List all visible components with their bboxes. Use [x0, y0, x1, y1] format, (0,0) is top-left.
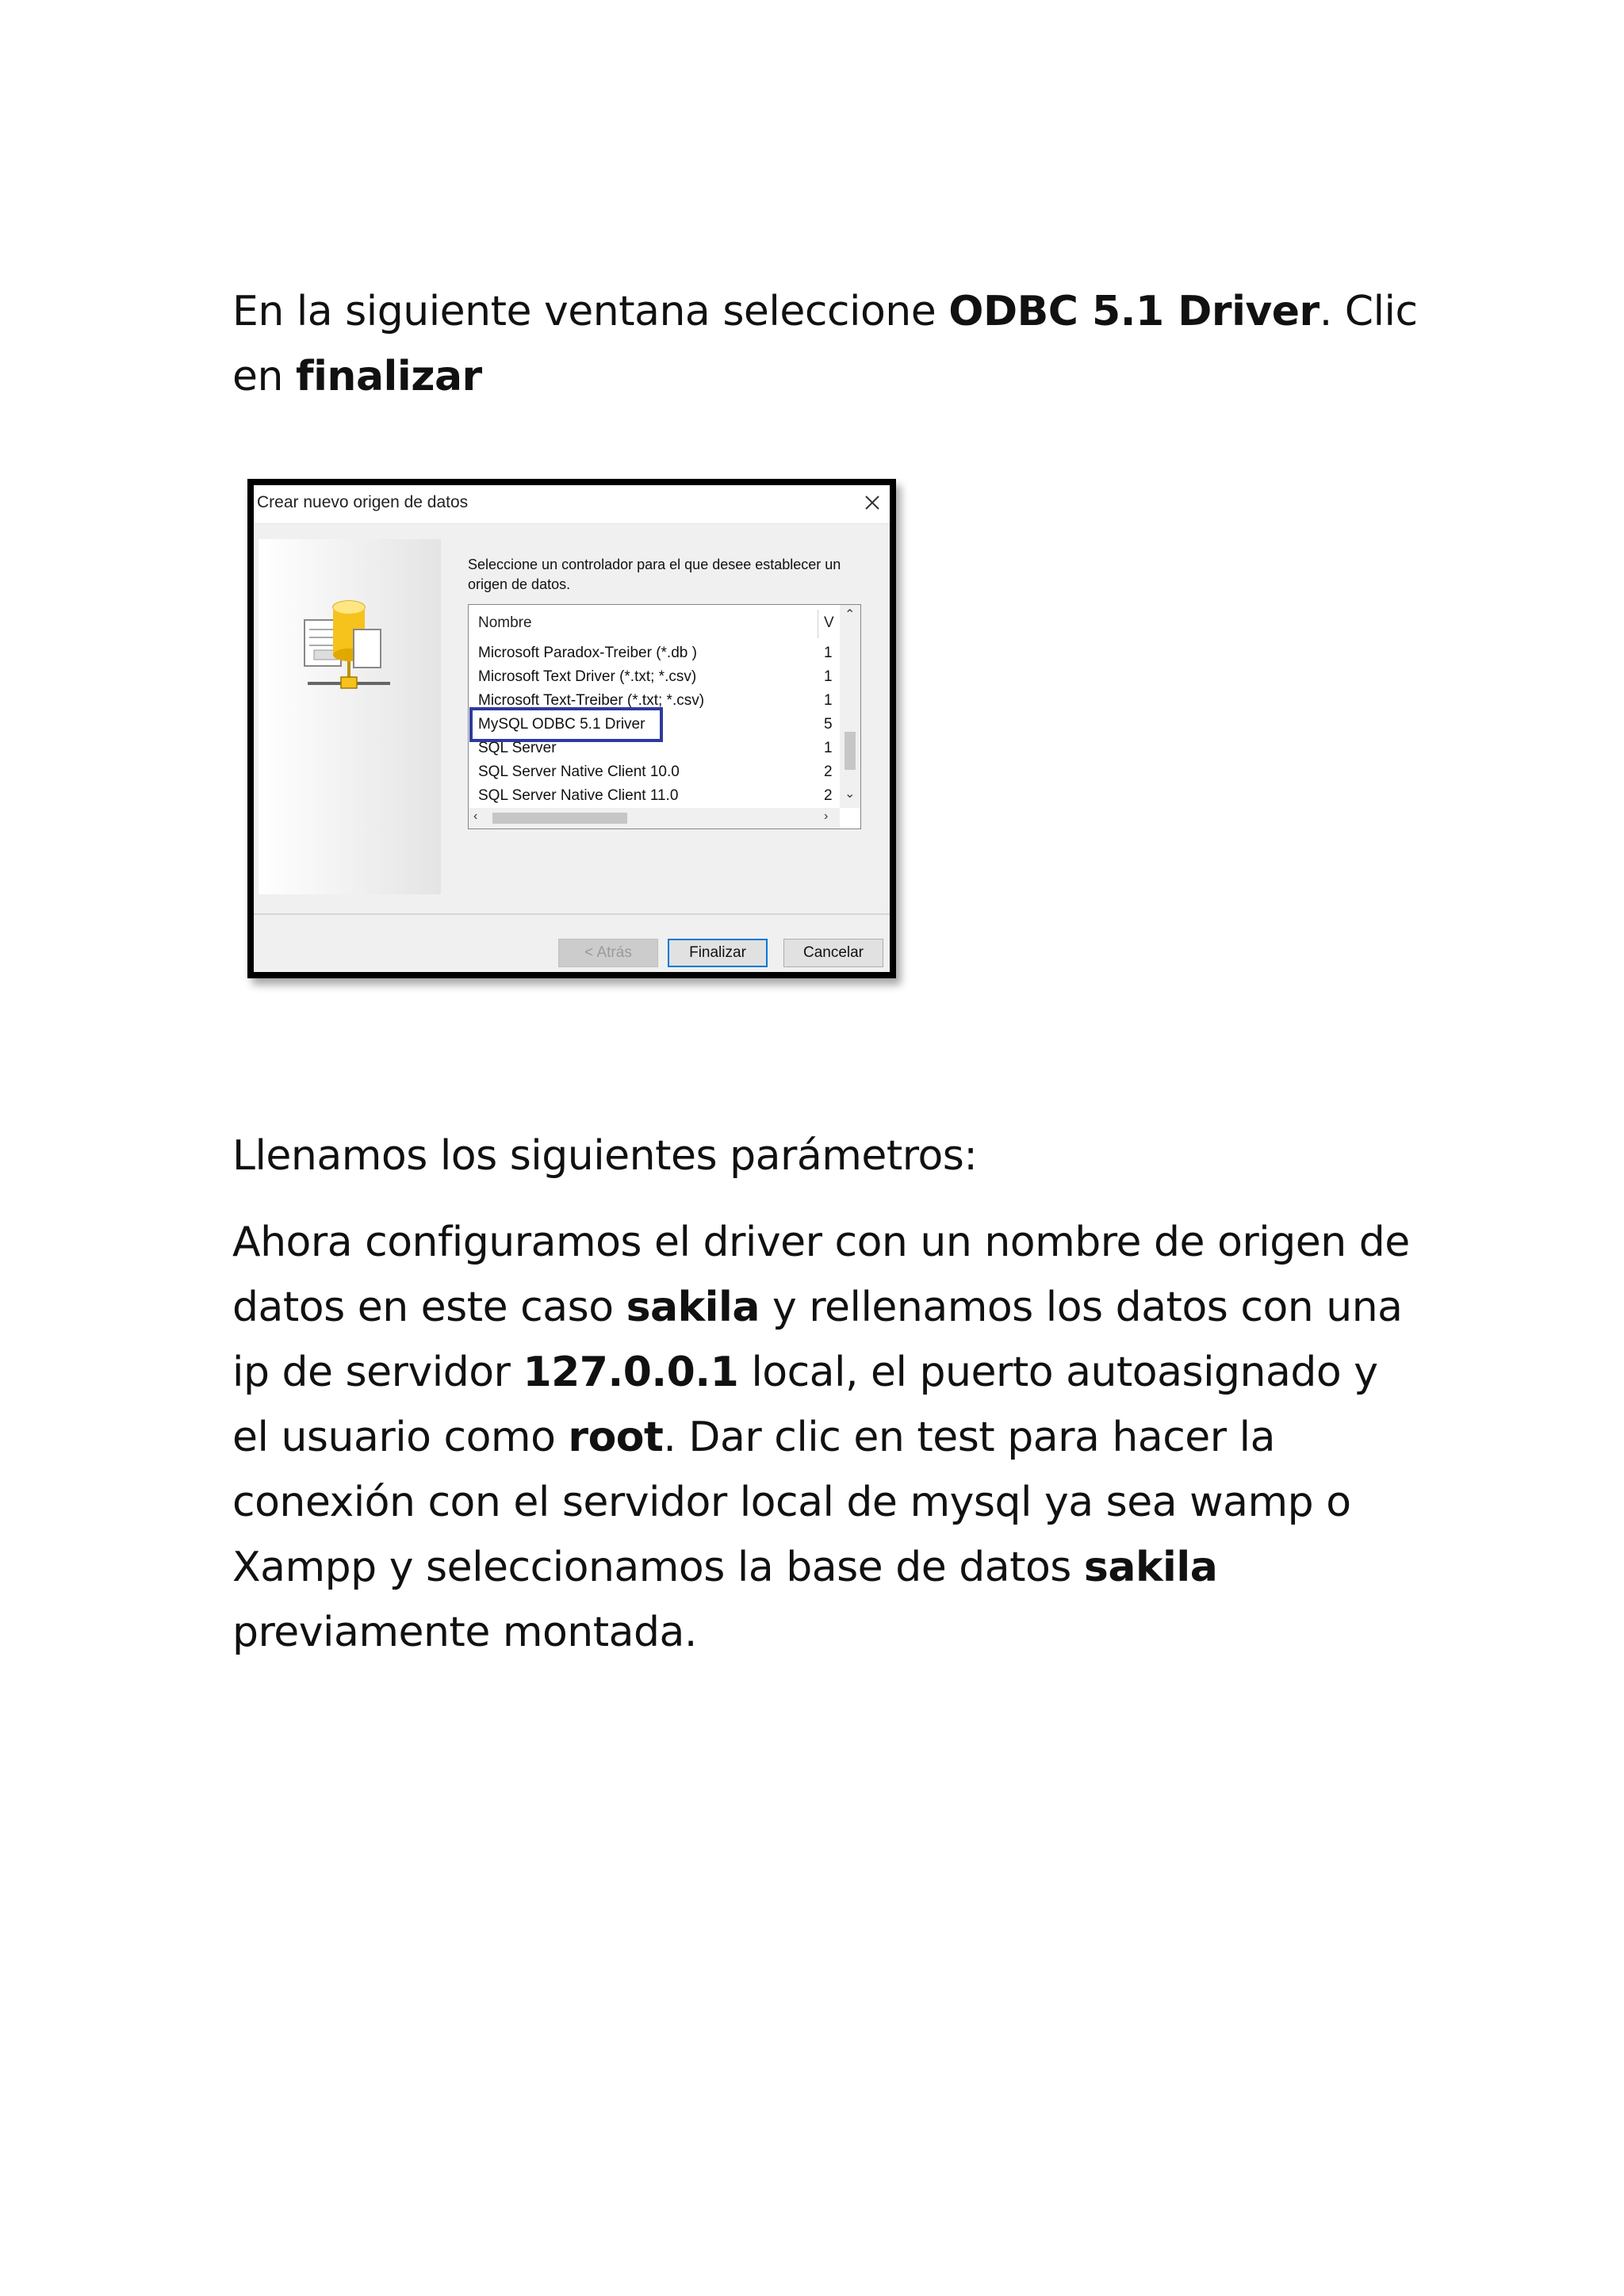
bold-finish-word: finalizar	[295, 353, 482, 400]
bold-driver-name: ODBC 5.1 Driver	[948, 288, 1320, 335]
cancel-button[interactable]: Cancelar	[783, 939, 883, 967]
close-icon[interactable]	[860, 490, 885, 515]
database-driver-icon	[301, 595, 395, 698]
text-run: y rellenamos los datos con una ip de servidor	[232, 1284, 1403, 1396]
vertical-scrollbar[interactable]	[840, 605, 860, 808]
scroll-down-icon[interactable]: ⌄	[845, 787, 856, 801]
selection-highlight-box	[469, 707, 663, 742]
dialog-screenshot	[247, 479, 896, 978]
scroll-left-icon[interactable]: ‹	[473, 809, 478, 823]
list-item-mysql-driver[interactable]: MySQL ODBC 5.1 Driver	[478, 716, 645, 733]
list-item-version: 1	[824, 668, 833, 685]
instruction-paragraph-2: Llenamos los siguientes parámetros:	[232, 1132, 978, 1180]
scroll-right-icon[interactable]: ›	[824, 809, 829, 823]
column-header-version[interactable]: V	[824, 614, 834, 631]
text-run: . Dar clic en test para hacer la conexión con el servidor local de mysql ya sea wamp o Xampp y seleccionamos la base de datos	[232, 1414, 1351, 1591]
text-run: local, el puerto autoasignado y el usuario como	[232, 1349, 1378, 1461]
create-data-source-dialog	[254, 485, 890, 972]
list-item[interactable]: Microsoft Text Driver (*.txt; *.csv)	[478, 668, 697, 685]
list-item-version: 5	[824, 716, 833, 733]
vertical-scroll-thumb[interactable]	[845, 732, 856, 770]
bold-database: sakila	[1083, 1544, 1218, 1591]
list-item-version: 2	[824, 787, 833, 803]
dialog-titlebar	[254, 485, 890, 524]
text-run: previamente montada.	[232, 1609, 697, 1656]
text-run: Ahora configuramos el driver con un nombre de origen de datos en este caso	[232, 1219, 1410, 1331]
list-item-version: 2	[824, 763, 833, 780]
horizontal-scrollbar[interactable]	[469, 808, 840, 828]
instruction-paragraph-1	[232, 279, 1422, 409]
bold-server-ip: 127.0.0.1	[523, 1349, 739, 1396]
wizard-image-panel	[259, 539, 441, 894]
list-item-version: 1	[824, 740, 833, 756]
text-run: . Clic en	[232, 288, 1418, 400]
list-item[interactable]: Microsoft Text-Treiber (*.txt; *.csv)	[478, 692, 705, 709]
list-item[interactable]: SQL Server Native Client 10.0	[478, 763, 680, 780]
list-item-version: 1	[824, 645, 833, 661]
bold-user: root	[568, 1414, 664, 1461]
list-item[interactable]: SQL Server Native Client 11.0	[478, 787, 679, 803]
horizontal-scroll-thumb[interactable]	[492, 813, 627, 824]
text-run: En la siguiente ventana seleccione	[232, 288, 949, 335]
list-item[interactable]: SQL Server	[478, 740, 557, 756]
bold-dsn-name: sakila	[626, 1284, 760, 1331]
scroll-up-icon[interactable]: ⌃	[845, 608, 856, 622]
dialog-title: Crear nuevo origen de datos	[257, 493, 469, 511]
dialog-instruction: Seleccione un controlador para el que desee establecer un origen de datos.	[468, 557, 841, 592]
dialog-separator	[254, 913, 890, 915]
finish-button[interactable]: Finalizar	[668, 939, 768, 967]
instruction-paragraph-3	[232, 1210, 1422, 1665]
list-item[interactable]: Microsoft Paradox-Treiber (*.db )	[478, 645, 697, 661]
back-button[interactable]: < Atrás	[558, 939, 658, 967]
column-header-name[interactable]: Nombre	[478, 614, 532, 631]
list-item-version: 1	[824, 692, 833, 709]
